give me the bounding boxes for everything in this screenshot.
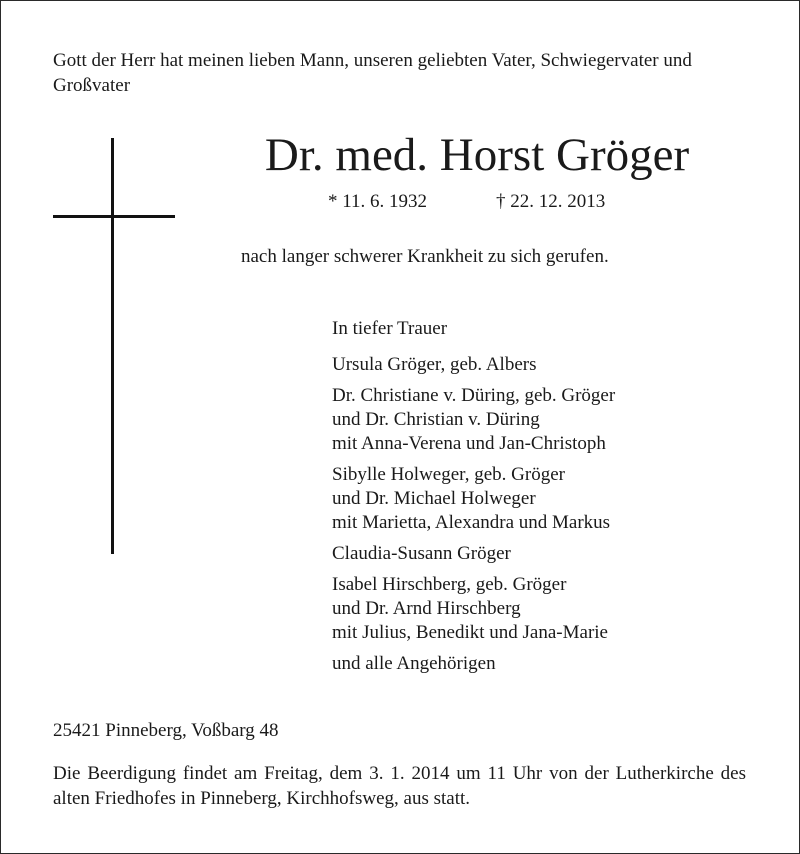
mourner-group — [332, 384, 615, 456]
mourner-line: und Dr. Michael Holweger — [332, 488, 536, 509]
mourner-line: mit Marietta, Alexandra und Markus — [332, 512, 611, 533]
mourner-line: mit Julius, Benedikt und Jana-Marie — [332, 622, 608, 643]
mourner-line: Ursula Gröger, geb. Albers — [332, 354, 537, 375]
mourner-line: Sibylle Holweger, geb. Gröger — [332, 464, 565, 485]
intro-text: Gott der Herr hat meinen lieben Mann, unseren geliebten Vater, Schwiegervater und Großvater — [53, 50, 692, 96]
cross-icon — [111, 138, 114, 554]
mourner-line: Dr. Christiane v. Düring, geb. Gröger — [332, 385, 616, 406]
mourners-list — [332, 317, 615, 683]
mourner-line: und alle Angehörigen — [332, 653, 496, 674]
mourner-line: und Dr. Arnd Hirschberg — [332, 598, 521, 619]
mourner-group — [332, 542, 615, 566]
birth-date: * 11. 6. 1932 — [328, 191, 428, 212]
deceased-name: Dr. med. Horst Gröger — [264, 129, 690, 181]
cross-icon-bar — [53, 215, 175, 218]
mourner-line: Claudia-Susann Gröger — [332, 543, 511, 564]
mourner-line: mit Anna-Verena und Jan-Christoph — [332, 433, 606, 454]
mourner-group — [332, 652, 615, 676]
mourner-group — [332, 353, 615, 377]
mourner-line: Isabel Hirschberg, geb. Gröger — [332, 574, 567, 595]
called-home-text: nach langer schwerer Krankheit zu sich gerufen. — [241, 246, 609, 267]
funeral-details: Die Beerdigung findet am Freitag, dem 3. 1. 2014 um 11 Uhr von der Lutherkirche des alten Friedhofes in Pinneberg, Kirchhofsweg, aus statt. — [53, 763, 746, 809]
mourner-group — [332, 463, 615, 535]
family-address: 25421 Pinneberg, Voßbarg 48 — [53, 720, 279, 741]
death-date: † 22. 12. 2013 — [496, 191, 606, 212]
mourner-group — [332, 573, 615, 645]
mourning-heading: In tiefer Trauer — [332, 318, 448, 339]
mourner-line: und Dr. Christian v. Düring — [332, 409, 540, 430]
